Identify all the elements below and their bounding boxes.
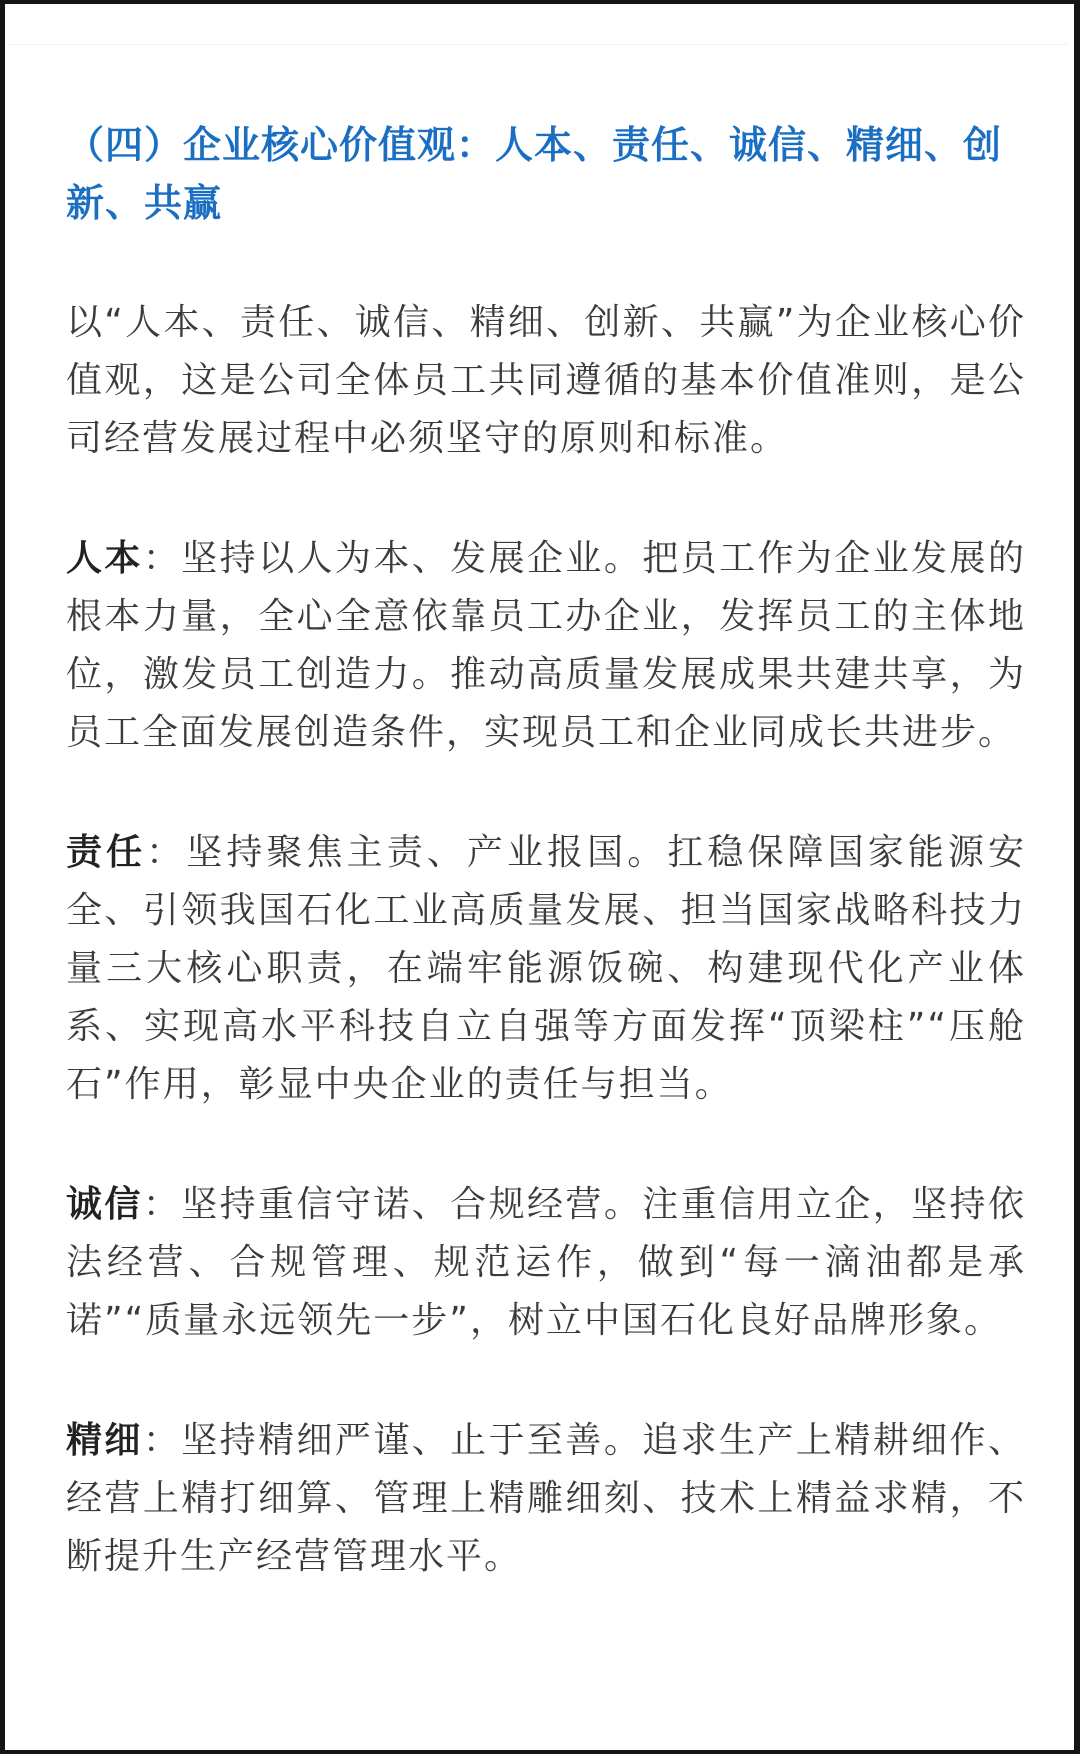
value-description: 坚持精细严谨、止于至善。追求生产上精耕细作、经营上精打细算、管理上精雕细刻、技术上精益求精，不断提升生产经营管理水平。 <box>66 1420 1026 1577</box>
intro-paragraph: 以“人本、责任、诚信、精细、创新、共赢”为企业核心价值观，这是公司全体员工共同遵循的基本价值准则，是公司经营发展过程中必须坚守的原则和标准。 <box>66 302 1026 459</box>
value-description: 坚持重信守诺、合规经营。注重信用立企，坚持依法经营、合规管理、规范运作，做到“每一滴油都是承诺”“质量永远领先一步”，树立中国石化良好品牌形象。 <box>66 1184 1026 1341</box>
value-paragraph-renben <box>66 530 1026 762</box>
section-heading: （四）企业核心价值观：人本、责任、诚信、精细、创新、共赢 <box>66 123 1003 225</box>
value-separator: ： <box>142 1420 182 1461</box>
value-term: 精细 <box>66 1420 143 1461</box>
value-paragraph-zeren <box>66 824 1026 1114</box>
value-term: 人本 <box>66 538 143 579</box>
value-separator: ： <box>142 538 182 579</box>
value-term: 诚信 <box>66 1184 143 1225</box>
value-paragraph-jingxi <box>66 1412 1026 1586</box>
value-term: 责任 <box>66 832 147 873</box>
value-description: 坚持以人为本、发展企业。把员工作为企业发展的根本力量，全心全意依靠员工办企业，发挥员工的主体地位，激发员工创造力。推动高质量发展成果共建共享，为员工全面发展创造条件，实现员工和企业同成长共进步。 <box>66 538 1026 753</box>
value-paragraph-chengxin <box>66 1176 1026 1350</box>
value-separator: ： <box>146 832 187 873</box>
top-divider <box>10 44 1068 45</box>
value-description: 坚持聚焦主责、产业报国。扛稳保障国家能源安全、引领我国石化工业高质量发展、担当国家战略科技力量三大核心职责，在端牢能源饭碗、构建现代化产业体系、实现高水平科技自立自强等方面发挥“顶梁柱”“压舱石”作用，彰显中央企业的责任与担当。 <box>66 832 1026 1105</box>
article-body <box>66 116 1026 1586</box>
value-separator: ： <box>142 1184 182 1225</box>
